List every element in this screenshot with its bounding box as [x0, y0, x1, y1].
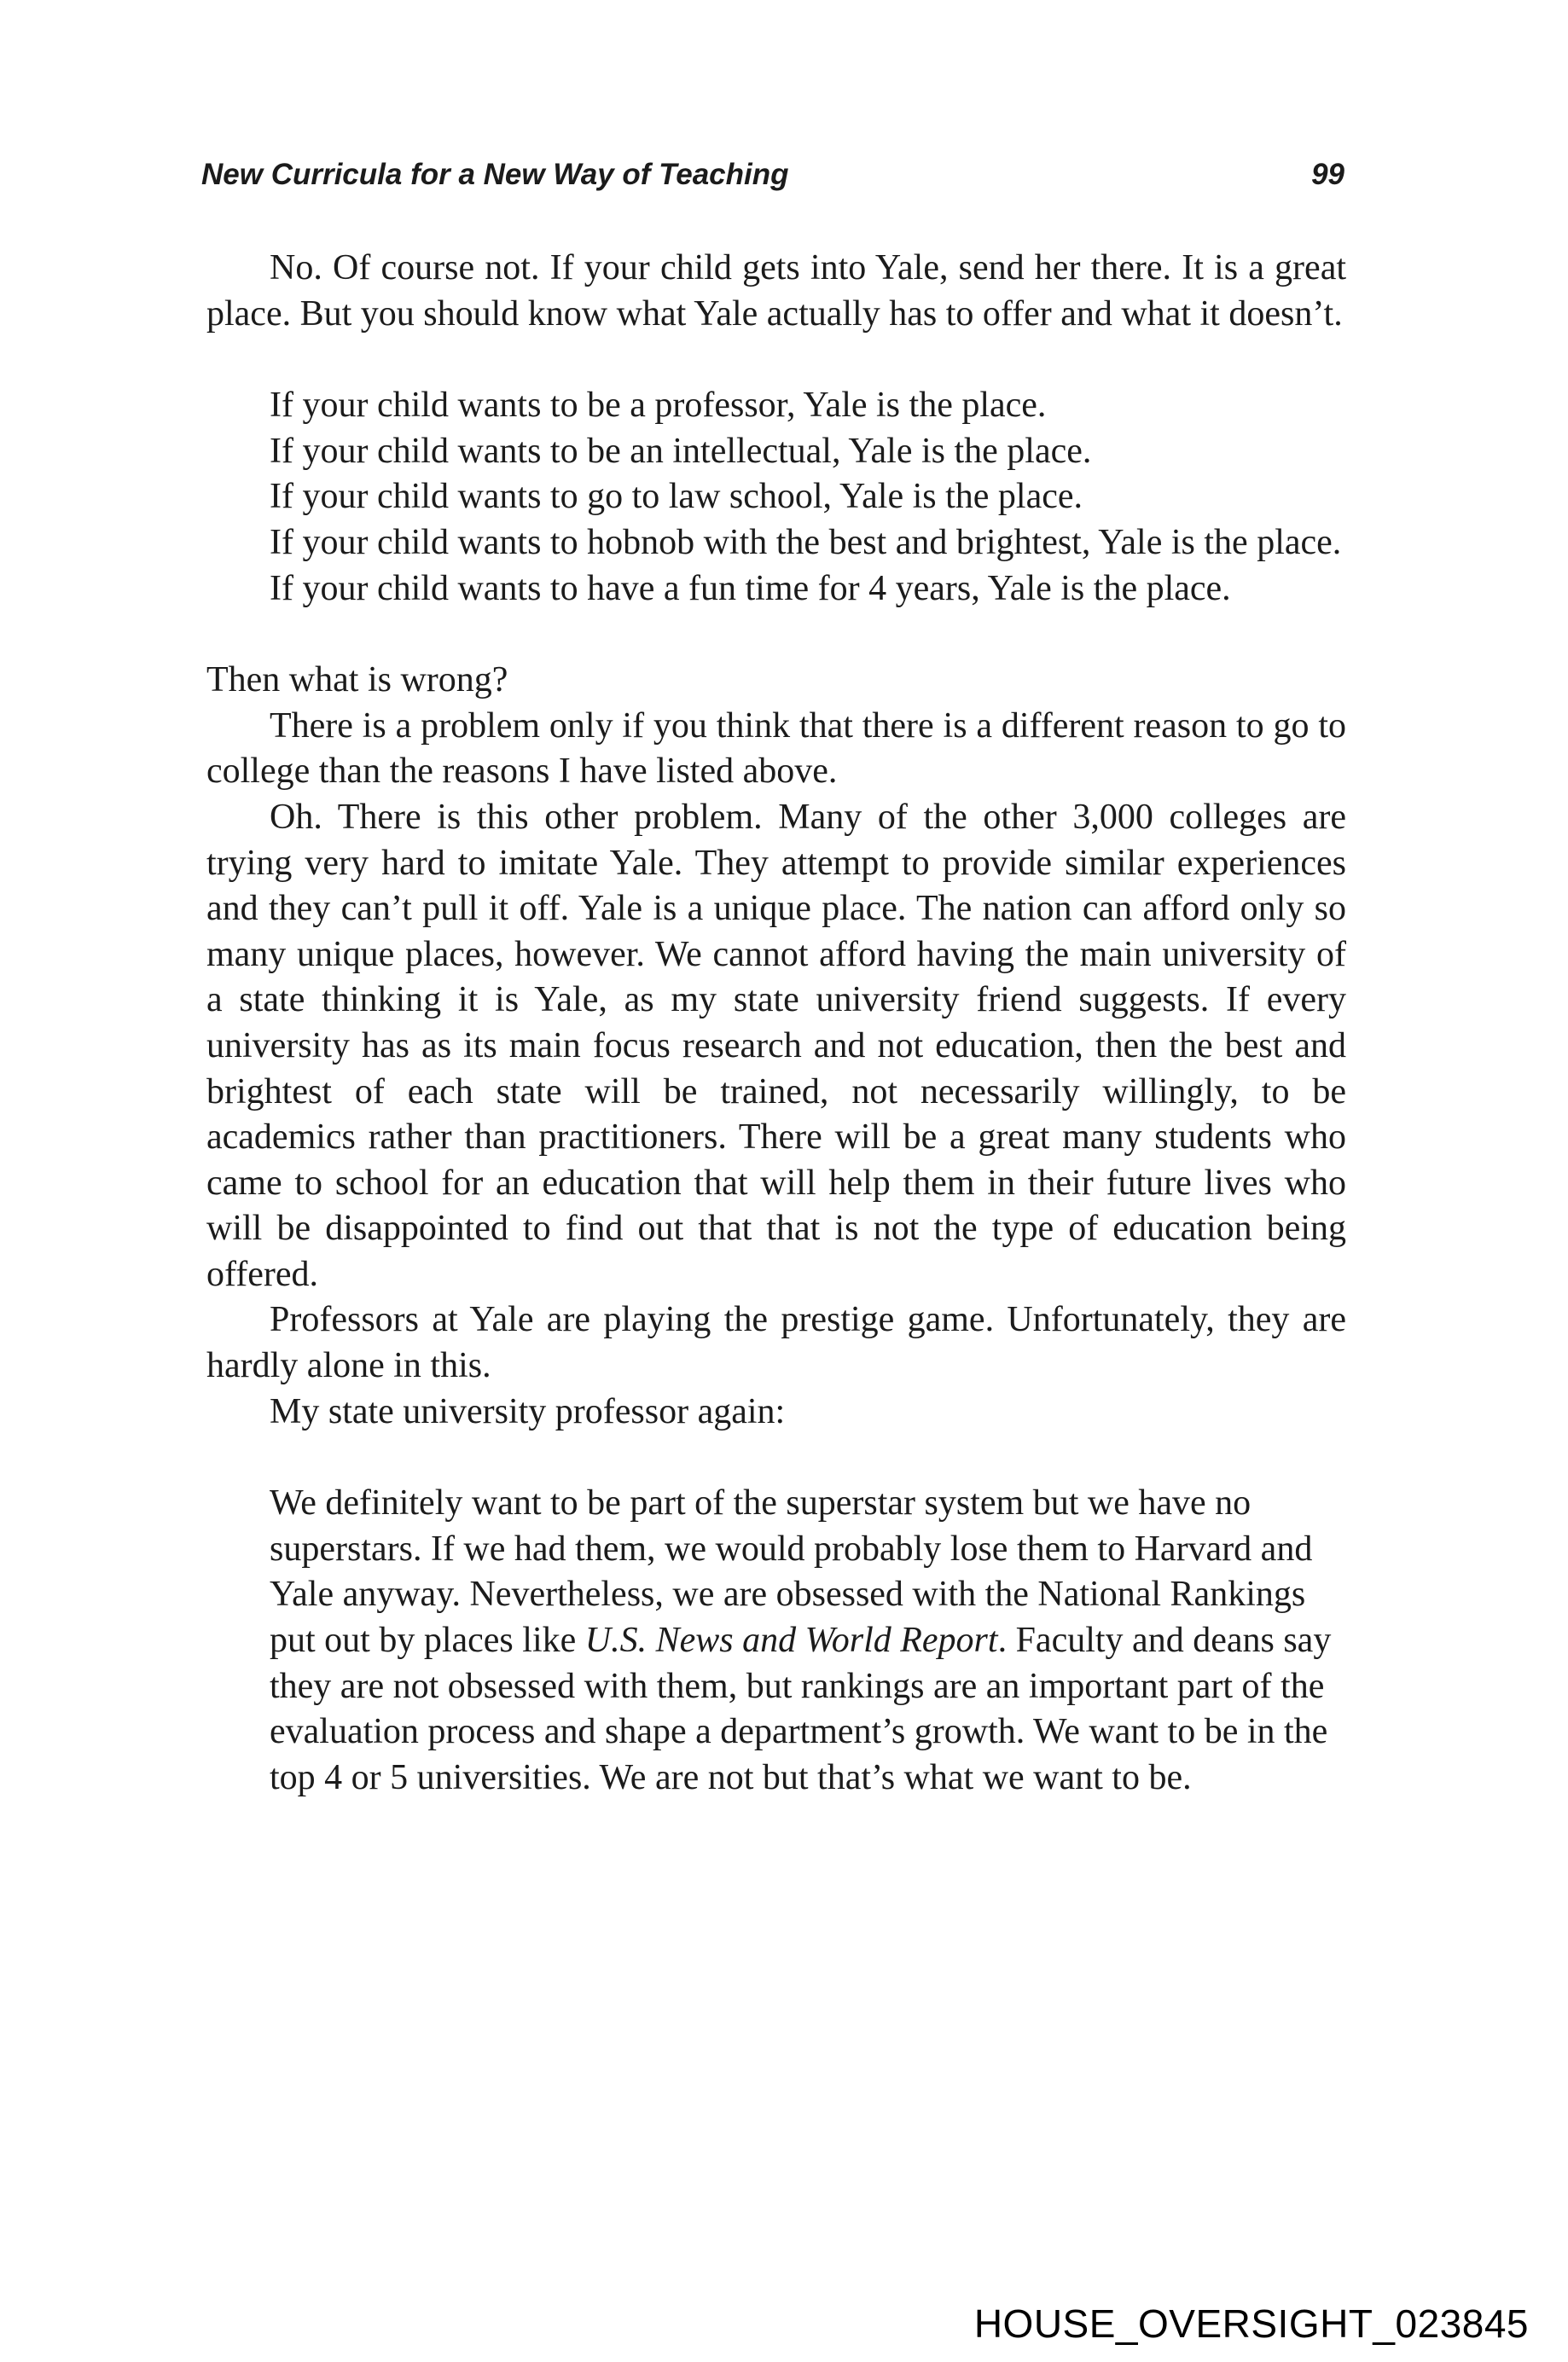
yale-list [270, 383, 1346, 612]
paragraph: There is a problem only if you think that there is a different reason to go to college than the reasons I have listed above. [206, 705, 1346, 792]
opening-paragraph: No. Of course not. If your child gets into Yale, send her there. It is a great place. But you should know what Yale actually has to offer and what it doesn’t. [206, 248, 1346, 334]
paragraph: Oh. There is this other problem. Many of the other 3,000 colleges are trying very hard to imitate Yale. They attempt to provide similar experiences and they can’t pull it off. Yale is a unique place. The nation can afford only so many unique places, however. We cannot afford having the main university of a state thinking it is Yale, as my state university friend suggests. If every university has as its main focus research and not education, then the best and brightest of each state will be trained, not necessarily willingly, to be academics rather than practitioners. There will be a great many students who came to school for an education that will help them in their future lives who will be disappointed to find out that that is not the type of education being offered. [206, 797, 1346, 1294]
list-item: If your child wants to hobnob with the best and brightest, Yale is the place. [270, 522, 1342, 562]
body-text [206, 246, 1346, 1801]
quote-text-end: . Faculty and deans say they are not obsessed with them, but rankings are an important part of the evaluation process and shape a department’s growth. We want to be in the top 4 or 5 universities. We are not but that’s what we want to be. [270, 1621, 1332, 1797]
publication-title: U.S. News and World Report [584, 1621, 998, 1661]
paragraph: Professors at Yale are playing the prestige game. Unfortunately, they are hardly alone in this. [206, 1300, 1346, 1386]
block-quote [270, 1481, 1346, 1801]
list-item: If your child wants to go to law school, Yale is the place. [270, 477, 1083, 517]
quote-text-start: We definitely want to be part of the superstar system but we have no superstars. If we had them, we would probably lose them to Harvard and Yale anyway. Nevertheless, we are obsessed with the National Rankings put out by places like [270, 1483, 1313, 1661]
list-item: If your child wants to have a fun time for 4 years, Yale is the place. [270, 568, 1231, 608]
running-head-title: New Curricula for a New Way of Teaching [201, 158, 789, 191]
paragraph: My state university professor again: [270, 1391, 786, 1431]
list-item: If your child wants to be a professor, Yale is the place. [270, 386, 1047, 426]
bates-stamp: HOUSE_OVERSIGHT_023845 [973, 2301, 1529, 2346]
paragraph-question: Then what is wrong? [206, 660, 508, 700]
running-head [201, 154, 1344, 196]
page-number: 99 [1311, 158, 1344, 191]
list-item: If your child wants to be an intellectual, Yale is the place. [270, 431, 1092, 471]
